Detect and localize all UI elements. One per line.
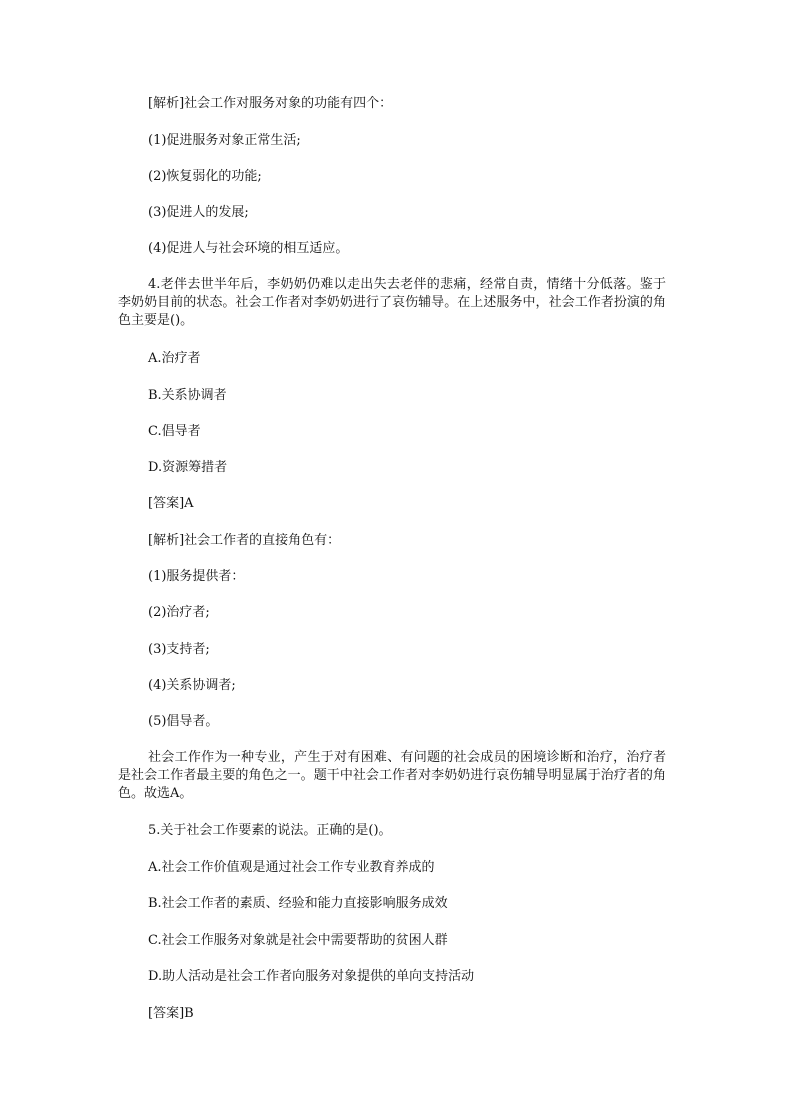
role-item-4: (4)关系协调者; — [148, 678, 236, 693]
function-item-2: (2)恢复弱化的功能; — [148, 169, 262, 184]
question-4-stem: 4.老伴去世半年后，李奶奶仍难以走出失去老伴的悲痛，经常自责，情绪十分低落。鉴于李奶奶目前的状态。社会工作者对李奶奶进行了哀伤辅导。在上述服务中，社会工作者扮演的角色主要是()。 — [118, 277, 666, 328]
question-5-option-d: D.助人活动是社会工作者向服务对象提供的单向支持活动 — [148, 969, 475, 984]
question-5-option-a: A.社会工作价值观是通过社会工作专业教育养成的 — [148, 860, 435, 875]
question-5-answer: [答案]B — [148, 1006, 194, 1021]
role-item-1: (1)服务提供者： — [148, 569, 245, 584]
role-item-5: (5)倡导者。 — [148, 714, 219, 729]
function-item-4: (4)促进人与社会环境的相互适应。 — [148, 241, 349, 256]
question-5-stem: 5.关于社会工作要素的说法。正确的是()。 — [148, 823, 392, 838]
role-item-2: (2)治疗者; — [148, 605, 210, 620]
question-4-option-c: C.倡导者 — [148, 424, 201, 439]
question-4-option-d: D.资源筹措者 — [148, 460, 228, 475]
question-5-option-c: C.社会工作服务对象就是社会中需要帮助的贫困人群 — [148, 933, 448, 948]
function-item-1: (1)促进服务对象正常生活; — [148, 133, 301, 148]
question-4-explanation: 社会工作作为一种专业，产生于对有困难、有问题的社会成员的困境诊断和治疗，治疗者是社会工作者最主要的角色之一。题干中社会工作者对李奶奶进行哀伤辅导明显属于治疗者的角色。故选A。 — [118, 750, 666, 801]
analysis-heading-2: [解析]社会工作者的直接角色有： — [148, 533, 341, 548]
question-4-option-b: B.关系协调者 — [148, 388, 227, 403]
role-item-3: (3)支持者; — [148, 642, 210, 657]
question-5-option-b: B.社会工作者的素质、经验和能力直接影响服务成效 — [148, 896, 448, 911]
function-item-3: (3)促进人的发展; — [148, 205, 249, 220]
question-4-option-a: A.治疗者 — [148, 351, 201, 366]
question-4-answer: [答案]A — [148, 496, 194, 511]
analysis-heading-1: [解析]社会工作对服务对象的功能有四个： — [148, 96, 393, 111]
